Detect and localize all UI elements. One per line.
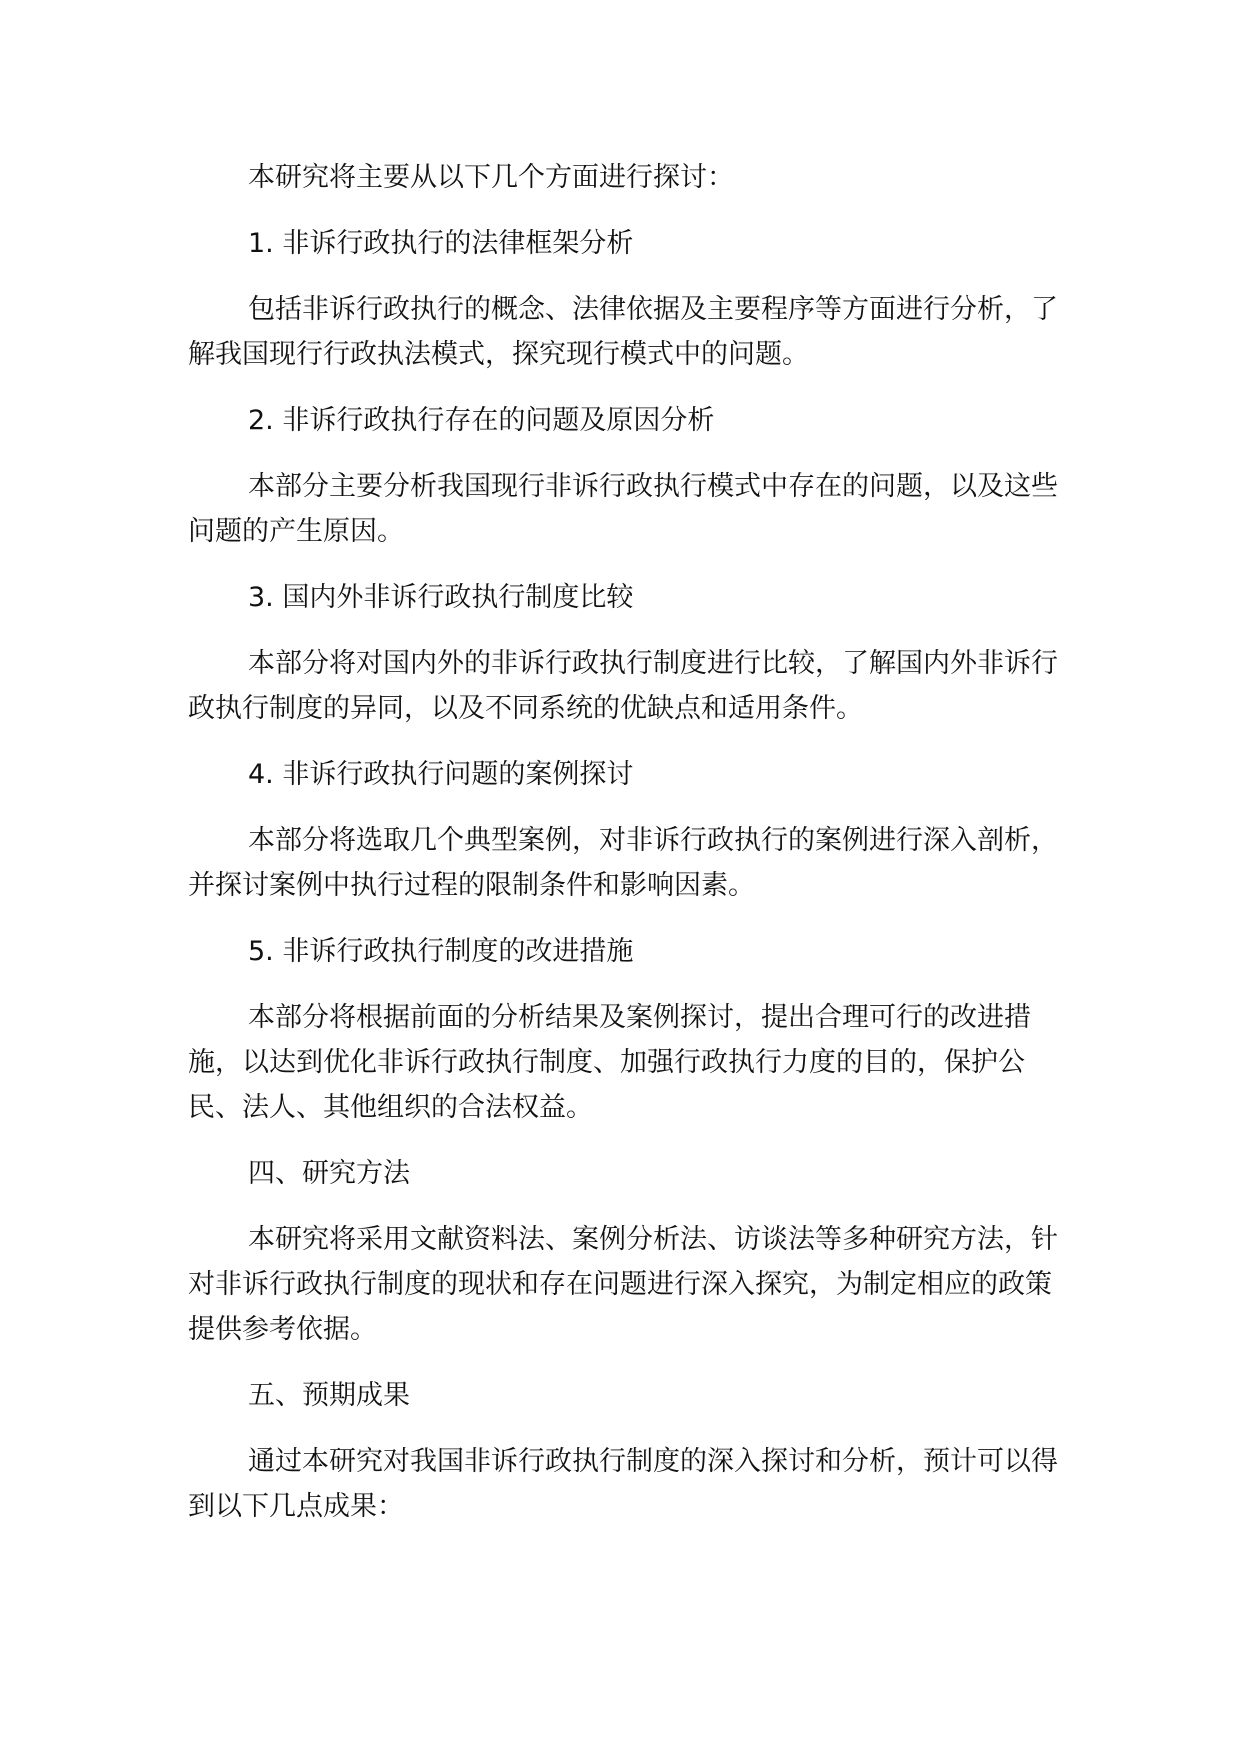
section-heading-4: 4. 非诉行政执行问题的案例探讨: [248, 759, 634, 790]
heading-research-methods: 四、研究方法: [248, 1158, 410, 1189]
expected-results-body: 通过本研究对我国非诉行政执行制度的深入探讨和分析，预计可以得到以下几点成果：: [188, 1446, 1058, 1522]
section-body-4: 本部分将选取几个典型案例，对非诉行政执行的案例进行深入剖析，并探讨案例中执行过程的限制条件和影响因素。: [188, 825, 1058, 901]
section-heading-3: 3. 国内外非诉行政执行制度比较: [248, 582, 634, 613]
section-body-2: 本部分主要分析我国现行非诉行政执行模式中存在的问题，以及这些问题的产生原因。: [188, 471, 1058, 547]
section-body-5: 本部分将根据前面的分析结果及案例探讨，提出合理可行的改进措施，以达到优化非诉行政执行制度、加强行政执行力度的目的，保护公民、法人、其他组织的合法权益。: [188, 1002, 1031, 1123]
section-heading-5: 5. 非诉行政执行制度的改进措施: [248, 936, 634, 967]
intro-paragraph: 本研究将主要从以下几个方面进行探讨：: [248, 162, 734, 193]
section-body-1: 包括非诉行政执行的概念、法律依据及主要程序等方面进行分析，了解我国现行行政执法模式，探究现行模式中的问题。: [188, 294, 1058, 370]
section-body-3: 本部分将对国内外的非诉行政执行制度进行比较，了解国内外非诉行政执行制度的异同，以及不同系统的优缺点和适用条件。: [188, 648, 1058, 724]
document-body: [188, 155, 1058, 1529]
section-heading-2: 2. 非诉行政执行存在的问题及原因分析: [248, 405, 715, 436]
heading-expected-results: 五、预期成果: [248, 1380, 410, 1411]
section-heading-1: 1. 非诉行政执行的法律框架分析: [248, 228, 634, 259]
research-methods-body: 本研究将采用文献资料法、案例分析法、访谈法等多种研究方法，针对非诉行政执行制度的现状和存在问题进行深入探究，为制定相应的政策提供参考依据。: [188, 1224, 1058, 1345]
